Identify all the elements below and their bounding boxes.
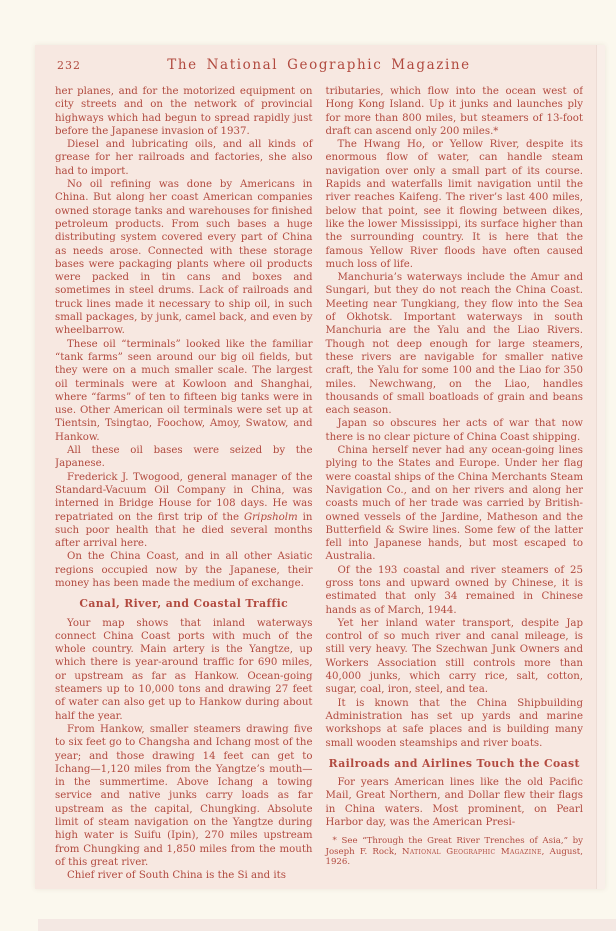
paragraph: From Hankow, smaller steamers drawing five to six feet go to Changsha and Ichang most of the year; and those drawing 14 feet can get to Ichang—1,120 miles from the Yangtze’s mouth—in the summertime. Above Ichang a towing service and native junks carry loads as far upstream as the capital, Chungking. Absolute limit of steam navigation on the Yangtze during high water is Suifu (Ipin), 270 miles upstream from Chungking and 1,850 miles from the mouth of this great river. <box>55 723 313 868</box>
left-column <box>55 85 313 885</box>
footnote-magazine-name: National Geographic Magazine <box>402 846 542 857</box>
section-heading-railroads-airlines: Railroads and Airlines Touch the Coast <box>328 756 580 770</box>
paragraph: China herself never had any ocean-going lines plying to the States and Europe. Under her flag were coastal ships of the China Merchants Steam Navigation Co., and on her rivers and along her coasts much of her trade was carried by British-owned vessels of the Jardine, Matheson and the Butterfield & Swire lines. Some few of the latter fell into Japanese hands, but most escaped to Australia. <box>325 445 583 563</box>
scan-bottom-artifact <box>38 919 616 931</box>
paragraph: These oil “terminals” looked like the familiar “tank farms” seen around our big oil fields, but they were on a much smaller scale. The largest oil terminals were at Kowloon and Shanghai, where “farms” of ten to fifteen big tanks were in use. Other American oil terminals were set up at Tientsin, Tsingtao, Foochow, Amoy, Swatow, and Hankow. <box>55 338 313 443</box>
paragraph-text: in such poor health that he died several months after arrival here. <box>55 511 313 550</box>
paragraph: Of the 193 coastal and river steamers of 25 gross tons and upward owned by Chinese, it is estimated that only 34 remained in Chinese hands as of March, 1944. <box>325 564 583 616</box>
magazine-page <box>35 45 605 889</box>
paragraph: On the China Coast, and in all other Asiatic regions occupied now by the Japanese, their money has been made the medium of exchange. <box>55 551 313 589</box>
footnote <box>326 836 584 867</box>
magazine-title: The National Geographic Magazine <box>167 57 471 73</box>
paragraph: For years American lines like the old Pacific Mail, Great Northern, and Dollar flew their flags in China waters. Most prominent, on Pearl Harbor day, was the American Presi- <box>325 777 583 829</box>
paragraph: Manchuria’s waterways include the Amur and Sungari, but they do not reach the China Coast. Meeting near Tungkiang, they flow into the Sea of Okhotsk. Important waterways in south Manchuria are the Yalu and the Liao Rivers. Though not deep enough for large steamers, these rivers are navigable for smaller native craft, the Yalu for some 100 and the Liao for 350 miles. Newchwang, on the Liao, handles thousands of small boatloads of grain and beans each season. <box>325 272 583 417</box>
paragraph: The Hwang Ho, or Yellow River, despite its enormous flow of water, can handle steam navigation over only a small part of its course. Rapids and waterfalls limit navigation until the river reaches Kaifeng. The river’s last 400 miles, below that point, see it flowing between dikes, like the lower Mississippi, its surface higher than the surrounding country. It is here that the famous Yellow River floods have often caused much loss of life. <box>325 139 583 270</box>
running-head <box>55 57 583 75</box>
paragraph: Diesel and lubricating oils, and all kinds of grease for her railroads and factories, she also had to import. <box>55 139 313 177</box>
paragraph: No oil refining was done by Americans in China. But along her coast American companies owned storage tanks and warehouses for finished petroleum products. From such bases a huge distributing system covered every part of China as needs arose. Connected with these storage bases were packaging plants where oil products were packed in tin cans and boxes and sometimes in steel drums. Lack of railroads and truck lines made it necessary to ship oil, in such small packages, by junk, camel back, and even by wheelbarrow. <box>55 179 313 337</box>
paragraph-with-italic <box>55 471 313 551</box>
footnote-text: , August, 1926. <box>325 846 583 868</box>
page-edge-crease <box>596 45 605 889</box>
paragraph: Chief river of South China is the Si and its <box>67 870 286 882</box>
paragraph-text: Frederick J. Twogood, general manager of the Standard-Vacuum Oil Company in China, was interned in Bridge House for 108 days. He was repatriated on the first trip of the <box>55 471 313 523</box>
ship-name-italic: Gripsholm <box>244 511 298 523</box>
text-columns <box>55 85 583 885</box>
paragraph: tributaries, which flow into the ocean west of Hong Kong Island. Up it junks and launches ply for more than 800 miles, but steamers of 13-foot draft can ascend only 200 miles.* <box>325 86 583 137</box>
footnote-text: * See “Through the Great River Trenches of Asia,” by Joseph F. Rock, <box>325 836 583 857</box>
paragraph: It is known that the China Shipbuilding Administration has set up yards and marine workshops at safe places and is building many small wooden steamships and river boats. <box>325 697 583 749</box>
paragraph: Yet her inland water transport, despite Jap control of so much river and canal mileage, is still very heavy. The Szechwan Junk Owners and Workers Association still controls more than 40,000 junks, which carry rice, salt, cotton, sugar, coal, iron, steel, and tea. <box>325 617 583 696</box>
right-column <box>326 85 584 885</box>
paragraph: Your map shows that inland waterways connect China Coast ports with much of the whole country. Main artery is the Yangtze, up which there is year-around traffic for 690 miles, or upstream as far as Hankow. Ocean-going steamers up to 10,000 tons and drawing 27 feet of water can also get up to Hankow during about half the year. <box>55 617 313 722</box>
page-number: 232 <box>57 59 81 72</box>
paragraph: All these oil bases were seized by the Japanese. <box>55 445 313 470</box>
section-heading-canal-river: Canal, River, and Coastal Traffic <box>79 597 289 611</box>
paragraph: her planes, and for the motorized equipment on city streets and on the network of provincial highways which had begun to spread rapidly just before the Japanese invasion of 1937. <box>55 86 313 137</box>
paragraph: Japan so obscures her acts of war that now there is no clear picture of China Coast shipping. <box>325 418 583 443</box>
